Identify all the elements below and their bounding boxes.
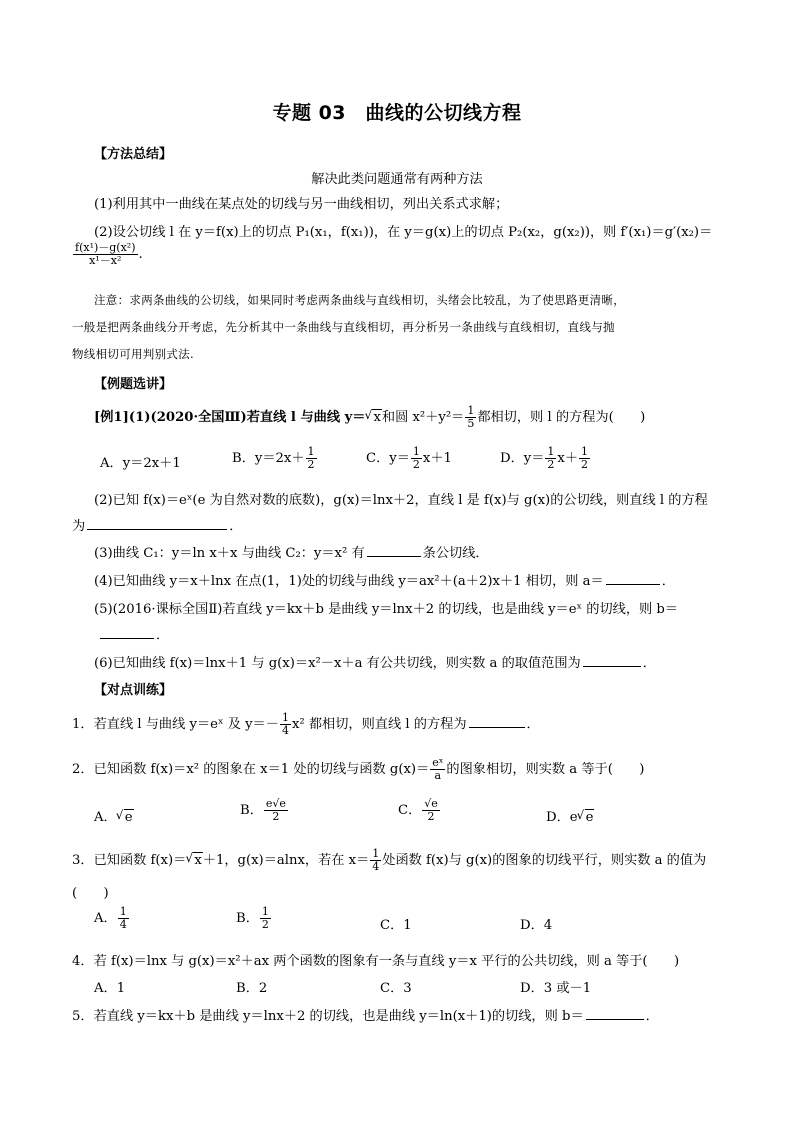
answer-blank[interactable] [583,665,641,667]
answer-blank[interactable] [87,528,227,530]
answer-blank[interactable] [100,637,154,639]
training-q5: 5．若直线 y＝kx＋b 是曲线 y＝lnx＋2 的切线，也是曲线 y＝ln(x＋1)的切线，则 b＝ ． [72,1009,659,1024]
example1-option-c: C．y＝ $\frac{1}{2}$ x＋1 [366,445,452,471]
training-q3-option-a: A． $\frac{1}{4}$ [94,905,127,931]
training-q4-option-b: B．2 [236,981,268,996]
training-q4-option-a: A．1 [94,981,126,996]
example1-q5-answer: ． [98,624,758,643]
training-q2-option-c: C． $\frac{√e}{2}$ [398,797,438,823]
example1-q2: (2)已知 f(x)＝eˣ(e 为自然对数的底数)，g(x)＝lnx＋2，直线 l 是 f(x)与 g(x)的公切线，则直线 l 的方程 [94,493,708,508]
example1-q5: (5)(2016·课标全国Ⅱ)若直线 y＝kx＋b 是曲线 y＝lnx＋2 的切线，也是曲线 y＝eˣ 的切线，则 b＝ [94,602,679,617]
method-note-1: 注意：求两条曲线的公切线，如果同时考虑两条曲线与直线相切，头绪会比较乱，为了使思路更清晰， [94,293,625,307]
section-training: 【对点训练】 [94,683,173,698]
training-q3-paren: ( ) [72,886,109,901]
page-title: 专题 03 曲线的公切线方程 [272,102,522,124]
example1-option-b: B．y＝2x＋ $\frac{1}{2}$ [232,445,315,471]
section-examples: 【例题选讲】 [94,377,173,392]
example1-q2-answer: 为 ． [72,519,243,534]
answer-blank[interactable] [606,583,660,585]
example1-option-d: D．y＝ $\frac{1}{2}$ x＋ $\frac{1}{2}$ [500,445,589,471]
training-q3-option-d: D．4 [520,918,553,933]
answer-blank[interactable] [586,1018,644,1020]
training-q2-option-a: A．√ e [94,806,134,825]
training-q4-option-c: C．3 [380,981,412,996]
method-line-2: (2)设公切线 l 在 y＝f(x)上的切点 P₁(x₁，f(x₁))，在 y＝g(x)上的切点 P₂(x₂，g(x₂))，则 f′(x₁)＝g′(x₂)＝ [94,225,713,240]
method-line-1: (1)利用其中一曲线在某点处的切线与另一曲线相切，列出关系式求解； [94,197,509,212]
example1-q1: [例1](1)(2020·全国Ⅲ)若直线 l 与曲线 y＝√ x和圆 x²＋y²＝ $\frac{1}{5}$ 都相切，则 l 的方程为( ) [94,405,754,430]
example1-q3: (3)曲线 C₁：y＝ln x＋x 与曲线 C₂：y＝x² 有 条公切线． [94,546,489,561]
answer-blank[interactable] [469,726,525,728]
training-q3: 3．已知函数 f(x)＝√ x＋1，g(x)＝alnx，若在 x＝ $\frac{1}{4}$ 处函数 f(x)与 g(x)的图象的切线平行，则实数 a 的值为 [72,848,732,873]
training-q3-option-c: C．1 [380,918,412,933]
training-q4-option-d: D．3 或－1 [520,981,592,996]
answer-blank[interactable] [367,555,421,557]
method-note-2: 一般是把两条曲线分开考虑，先分析其中一条曲线与直线相切，再分析另一条曲线与直线相切，直线与抛 [72,320,615,334]
example1-option-a: A．y＝2x＋1 [100,456,181,471]
training-q4: 4．若 f(x)＝lnx 与 g(x)＝x²＋ax 两个函数的图象有一条与直线 y＝x 平行的公共切线，则 a 等于( ) [72,954,680,969]
training-q3-option-b: B． $\frac{1}{2}$ [236,905,269,931]
example1-q4: (4)已知曲线 y＝x＋lnx 在点(1，1)处的切线与曲线 y＝ax²＋(a＋2)x＋1 相切，则 a＝ ． [94,574,675,589]
training-q2-option-d: D．e√ e [546,806,594,825]
method-fraction: $\frac{\text{f(x¹)－g(x²)}}{\text{x¹－x²}}$ . [75,241,143,267]
method-note-3: 物线相切可用判别式法. [72,347,194,361]
example1-q6: (6)已知曲线 f(x)＝lnx＋1 与 g(x)＝x²－x＋a 有公共切线，则实数 a 的取值范围为 ． [94,656,656,671]
training-q1: 1．若直线 l 与曲线 y＝eˣ 及 y＝－ $\frac{1}{4}$ x² 都相切，则直线 l 的方程为 ． [72,711,540,737]
method-fraction-expr: $\frac{\text{f(x¹)－g(x²)}}{\text{x¹－x²}}$ [75,241,136,267]
section-method: 【方法总结】 [94,147,173,162]
method-heading: 解决此类问题通常有两种方法 [311,172,483,187]
training-q2-option-b: B． $\frac{e√e}{2}$ [240,797,286,823]
training-q2: 2．已知函数 f(x)＝x² 的图象在 x＝1 处的切线与函数 g(x)＝ $\frac{\text{eˣ}}{a}$ 的图象相切，则实数 a 等于( ) [72,756,645,782]
